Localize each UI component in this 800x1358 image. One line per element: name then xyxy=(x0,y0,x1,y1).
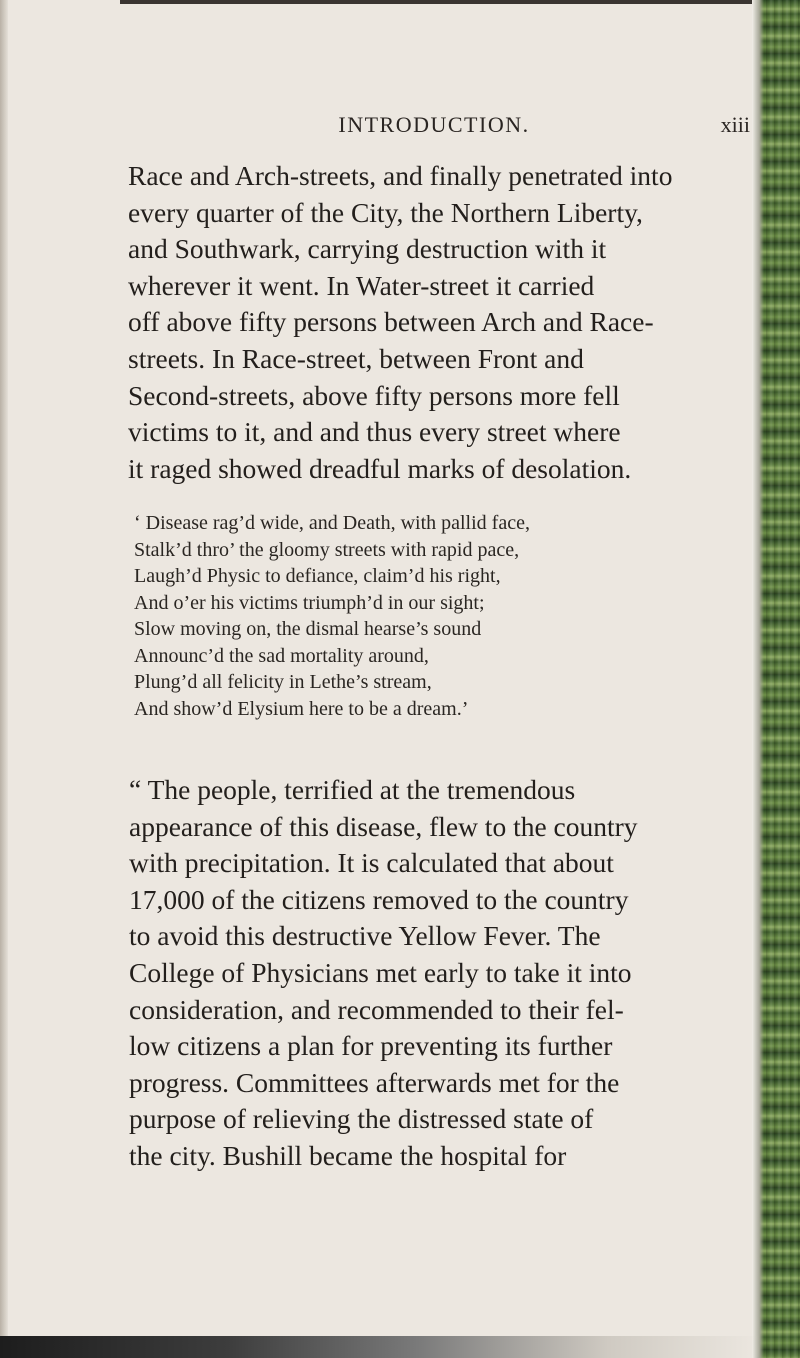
text-line: Race and Arch-streets, and finally penetrated into xyxy=(128,160,673,191)
text-line: every quarter of the City, the Northern Liberty, xyxy=(128,196,643,228)
text-line: College of Physicians met early to take it into xyxy=(129,956,632,988)
top-page-edge xyxy=(120,0,760,4)
text-line: and Southwark, carrying destruction with it xyxy=(128,233,607,265)
text-line: consideration, and recommended to their fel- xyxy=(129,993,624,1025)
text-line: 17,000 of the citizens removed to the country xyxy=(129,883,629,915)
text-line: to avoid this destructive Yellow Fever. The xyxy=(129,920,601,952)
verse-quotation xyxy=(134,510,530,722)
text-line: streets. In Race-street, between Front and xyxy=(128,342,584,374)
text-line: low citizens a plan for preventing its further xyxy=(129,1030,613,1062)
verse-line: Announc’d the sad mortality around, xyxy=(134,644,429,667)
paragraph-people-fled xyxy=(129,772,638,1175)
page-left-edge xyxy=(0,0,8,1358)
verse-line: Laugh’d Physic to defiance, claim’d his right, xyxy=(134,565,501,587)
paragraph-yellow-fever-spread xyxy=(128,158,672,487)
text-line: appearance of this disease, flew to the country xyxy=(129,810,638,842)
page-header xyxy=(118,112,750,142)
verse-line: And show’d Elysium here to be a dream.’ xyxy=(134,697,469,720)
text-line: “ The people, terrified at the tremendous xyxy=(129,774,576,805)
book-spine-binding xyxy=(752,0,800,1358)
text-line: victims to it, and and thus every street where xyxy=(128,416,621,448)
verse-line: Stalk’d thro’ the gloomy streets with rapid pace, xyxy=(134,538,520,561)
bottom-page-edge-shadow xyxy=(0,1336,760,1358)
text-line: off above fifty persons between Arch and Race- xyxy=(128,306,654,338)
verse-line: Plung’d all felicity in Lethe’s stream, xyxy=(134,671,432,693)
text-line: progress. Committees afterwards met for the xyxy=(129,1066,620,1098)
text-line: Second-streets, above fifty persons more fell xyxy=(128,379,620,411)
text-line: the city. Bushill became the hospital for xyxy=(129,1139,567,1171)
text-line: wherever it went. In Water-street it carried xyxy=(128,269,595,301)
verse-line: ‘ Disease rag’d wide, and Death, with pallid face, xyxy=(134,512,530,534)
text-line: with precipitation. It is calculated that about xyxy=(129,847,614,879)
running-head: INTRODUCTION. xyxy=(338,112,530,137)
verse-line: And o’er his victims triumph’d in our sight; xyxy=(134,591,485,614)
text-line: it raged showed dreadful marks of desolation. xyxy=(128,452,632,484)
text-line: purpose of relieving the distressed state of xyxy=(129,1103,594,1135)
page-number: xiii xyxy=(720,112,750,137)
verse-line: Slow moving on, the dismal hearse’s sound xyxy=(134,618,482,640)
